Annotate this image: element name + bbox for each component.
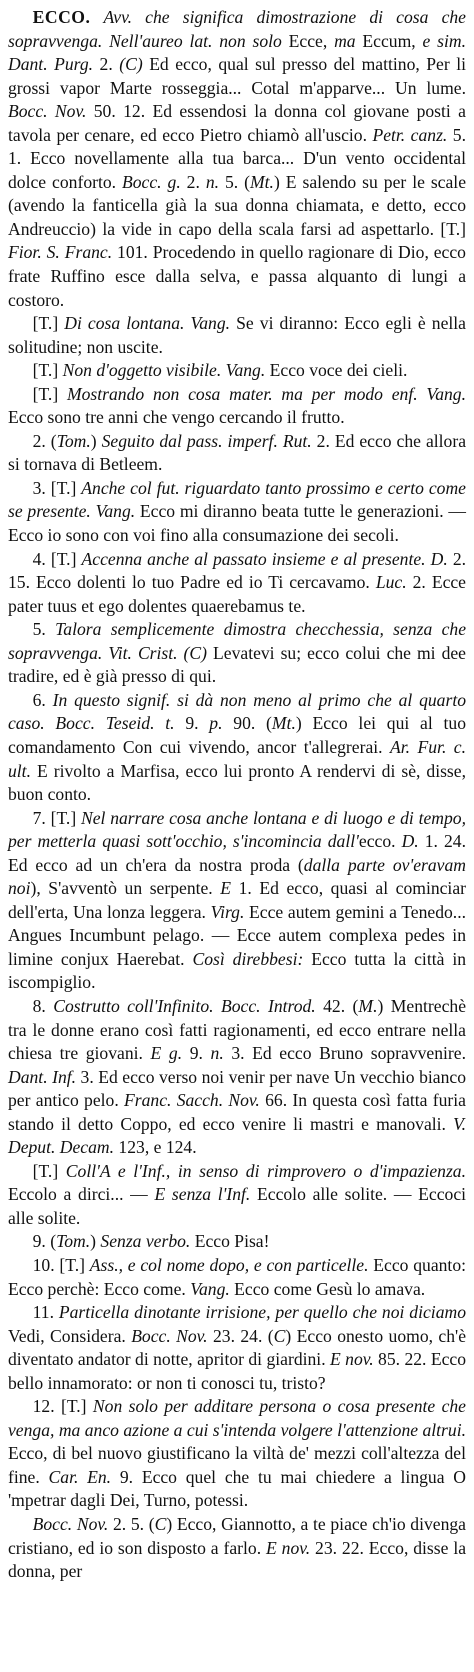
text-segment: ) Mentrechè tra le donne erano così fatti ragionamenti, ed ecco entrare nella chiesa tre giovani. — [8, 995, 466, 1064]
entry-paragraph — [8, 477, 466, 548]
text-segment: ) Ecco, Giannotto, a te piace ch'io divenga cristiano, ed io son disposto a farlo. — [8, 1514, 466, 1558]
italic-segment: (C) — [119, 54, 143, 75]
italic-segment: Talora semplicemente dimostra checchessia, senza che sopravvenga. Vit. Crist. (C) — [8, 619, 466, 663]
italic-segment: Di cosa lontana. Vang. — [64, 313, 231, 334]
italic-segment: Mt. — [250, 171, 274, 192]
text-segment: 9. ( — [32, 1231, 57, 1252]
italic-segment: E — [220, 878, 232, 899]
text-segment: [T.] — [32, 313, 65, 334]
text-segment: Ecco sono tre anni che vengo cercando il frutto. — [8, 407, 345, 428]
text-segment: 1. Ed ecco, quasi al cominciar dell'erta, Una lonza leggera. — [8, 878, 466, 922]
italic-segment: p. — [209, 713, 223, 734]
entry-paragraph — [8, 430, 466, 477]
italic-segment: Tom. — [56, 430, 91, 451]
italic-segment: Mostrando non cosa mater. ma per modo enf. Vang. — [66, 383, 466, 404]
text-segment: 50. 12. Ed essendosi la donna col giovane posti a tavola per cenare, ed ecco Pietro chiamò all'uscio. — [8, 101, 466, 145]
text-segment: Ecco voce dei cieli. — [265, 360, 408, 381]
italic-segment: ma — [334, 30, 356, 51]
text-segment: 3. Ed ecco verso noi venir per nave Un vecchio bianco per antico pelo. — [8, 1066, 466, 1111]
text-segment: 85. 22. Ecco bello innamorato: or non ti conosci tu, tristo? — [8, 1349, 467, 1393]
entry-paragraph — [8, 807, 466, 995]
text-segment: 4. [T.] — [32, 548, 82, 569]
text-segment: Ed ecco, qual sul presso del mattino, Per li grossi vapor Marte rosseggia... Cotal m'apparve... Un lume. — [8, 54, 467, 98]
italic-segment: Così direbbesi: — [192, 948, 304, 969]
italic-segment: Mt. — [271, 713, 296, 734]
italic-segment: e sim. Dant. Purg. — [8, 30, 467, 75]
text-segment: ) E salendo su per le scale (avendo la fanticella già la sua donna chiamata, e detto, ecco Andreuccio) la vide in capo della scala farsi ad aspettarlo. [T.] — [8, 171, 467, 239]
text-segment: Eccum, — [355, 30, 423, 51]
text-segment: 42. ( — [315, 995, 359, 1016]
text-segment: 5. 1. Ecco novellamente alla tua barca... D'un vento occidental dolce conforto. — [8, 124, 466, 192]
text-segment: 101. Procedendo in quello ragionare di Dio, ecco frate Ruffino esce dalla selva, e passa alquanto di lungi a costoro. — [8, 242, 466, 310]
italic-segment: E senza l'Inf. — [154, 1184, 251, 1205]
italic-segment: Coll'A e l'Inf., in senso di rimprovero o d'impazienza. — [65, 1160, 466, 1181]
italic-segment: Avv. che significa dimostrazione di cosa che sopravvenga. Nell'aureo lat. non solo — [8, 7, 466, 51]
italic-segment: Car. En. — [48, 1466, 112, 1487]
text-segment: 1. 24. Ed ecco ad un ch'era da nostra proda ( — [8, 831, 466, 875]
text-segment: E rivolto a Marfisa, ecco lui pronto A rendervi di sè, disse, buon conto. — [8, 760, 466, 805]
italic-segment: dalla parte ov'eravam noi — [8, 854, 466, 899]
entry-paragraph — [8, 1230, 466, 1254]
italic-segment: Senza verbo. — [100, 1231, 191, 1252]
text-segment: 7. [T.] — [32, 807, 81, 828]
italic-segment: Bocc. g. — [122, 171, 181, 192]
entry-paragraph — [8, 1513, 466, 1584]
text-segment: 23. 22. Ecco, disse la donna, per — [8, 1537, 467, 1582]
text-segment: ) — [90, 430, 102, 451]
italic-segment: E nov. — [330, 1349, 374, 1370]
entry-paragraph — [8, 1254, 466, 1301]
italic-segment: Accenna anche al passato insieme e al presente. D. — [81, 548, 448, 569]
text-segment: Ecco come Gesù lo amava. — [229, 1278, 426, 1299]
italic-segment: E g. — [150, 1043, 183, 1064]
entry-paragraph — [8, 618, 466, 689]
italic-segment: Ass., e col nome dopo, e con particelle. — [89, 1254, 369, 1275]
text-segment: Eccolo alle solite. — Eccoci alle solite. — [8, 1184, 467, 1228]
entry-paragraph — [8, 359, 466, 383]
text-segment: 6. — [32, 689, 53, 710]
text-segment: 2. 15. Ecco dolenti lo tuo Padre ed io Ti cercavamo. — [8, 548, 467, 593]
italic-segment: n. — [205, 171, 220, 192]
text-segment: 11. — [32, 1302, 59, 1323]
entry-paragraph — [8, 383, 466, 430]
entry-paragraph — [8, 548, 466, 619]
text-segment: 3. [T.] — [32, 477, 82, 498]
italic-segment: Petr. canz. — [372, 124, 448, 145]
text-segment: 2. Ed ecco che allora si tornava di Betleem. — [8, 430, 467, 475]
text-segment: 2. ( — [32, 430, 57, 451]
text-segment: Eccolo a dirci... — — [8, 1184, 155, 1205]
italic-segment: C — [154, 1514, 167, 1534]
text-segment: 9. — [182, 1043, 211, 1064]
text-segment: 9. — [174, 713, 210, 734]
italic-segment: In questo signif. si dà non meno al primo che al quarto caso. Bocc. Teseid. t. — [8, 689, 467, 734]
text-segment: 9. Ecco quel che tu mai chiedere a lingua O 'mpetrar dagli Dei, Turno, potessi. — [8, 1466, 466, 1511]
text-segment: 23. 24. ( — [207, 1325, 274, 1346]
text-segment: Ecco quanto: Ecco perchè: Ecco come. — [8, 1254, 466, 1299]
text-segment: Ecco Pisa! — [190, 1231, 270, 1252]
text-segment: ) Ecco lei qui al tuo comandamento Con cui vivendo, ancor t'allegrerai. — [8, 713, 466, 757]
text-segment: 2. Ecce pater tuus et ego dolentes quaerebamus te. — [8, 572, 466, 616]
entry-paragraph — [8, 1395, 466, 1513]
italic-segment: Non solo per additare persona o cosa presente che venga, ma anco azione a cui s'intenda volgere l'attenzione altrui. — [8, 1396, 466, 1440]
text-segment: 5. — [32, 619, 56, 640]
text-segment: Ecce autem gemini a Tenedo... Angues Incumbunt pelago. — Ecce autem complexa pedes in limine conjux Haerebat. — [8, 901, 466, 969]
italic-segment: n. — [210, 1043, 224, 1064]
text-segment: ) Ecco onesto uomo, ch'è diventato andator di notte, apritor di giardini. — [8, 1325, 466, 1370]
dictionary-entry-ecco — [8, 6, 466, 1584]
text-segment: 5. ( — [219, 171, 251, 192]
text-segment: Ecco mi diranno beata tutte le generazioni. — Ecco io sono con voi fino alla consumazione dei secoli. — [8, 501, 467, 546]
italic-segment: Ar. Fur. c. ult. — [8, 736, 466, 781]
italic-segment: Dant. Inf. — [8, 1066, 77, 1087]
italic-segment: C — [273, 1325, 286, 1346]
text-segment: Ecco, di bel nuovo giustificano la viltà de' mezzi coll'altezza del fine. — [8, 1443, 466, 1487]
text-segment: 10. [T.] — [32, 1254, 90, 1275]
italic-segment: D. — [401, 831, 419, 852]
text-segment: 2. 5. ( — [108, 1514, 155, 1534]
italic-segment: E nov. — [266, 1537, 311, 1558]
text-segment: 3. Ed ecco Bruno sopravvenire. — [223, 1043, 466, 1064]
text-segment: 2. — [180, 171, 206, 192]
italic-segment: Luc. — [375, 572, 407, 593]
text-segment: Se vi diranno: Ecco egli è nella solitudine; non uscite. — [8, 313, 466, 357]
text-segment: 123, e 124. — [114, 1137, 197, 1158]
entry-paragraph — [8, 6, 466, 312]
entry-paragraph — [8, 312, 466, 359]
text-segment: 2. — [93, 54, 120, 75]
italic-segment: Fior. S. Franc. — [8, 242, 113, 263]
italic-segment: M. — [358, 995, 378, 1016]
text-segment: [T.] — [32, 360, 63, 381]
entry-paragraph — [8, 689, 466, 807]
italic-segment: Anche col fut. riguardato tanto prossimo e certo come se presente. Vang. — [8, 477, 466, 522]
text-segment: Levatevi su; ecco colui che mi dee tradire, ed è già presso di qui. — [8, 642, 466, 687]
text-segment: [T.] — [32, 1160, 66, 1181]
italic-segment: Virg. — [210, 901, 245, 922]
italic-segment: Bocc. Nov. — [131, 1325, 208, 1346]
italic-segment: Tom. — [56, 1231, 91, 1252]
italic-segment: V. Deput. Decam. — [8, 1113, 466, 1158]
entry-paragraph — [8, 1301, 466, 1395]
italic-segment: Seguito dal pass. imperf. Rut. — [101, 430, 312, 451]
italic-segment: Bocc. Nov. — [8, 101, 87, 122]
headword: ECCO. — [32, 7, 91, 27]
italic-segment: Vang. — [190, 1278, 230, 1299]
entry-paragraph — [8, 995, 466, 1160]
entry-paragraph-body — [8, 7, 466, 310]
text-segment: ), S'avventò un serpente. — [30, 878, 221, 899]
text-segment: 8. — [32, 995, 54, 1016]
text-segment: ecco. — [358, 831, 402, 852]
italic-segment: Franc. Sacch. Nov. — [124, 1090, 260, 1111]
text-segment: 66. In questa così fatta furia stando il detto Coppo, ed ecco venire li mastri e manovali. — [8, 1090, 466, 1134]
text-segment: ) — [90, 1231, 101, 1252]
text-segment: [T.] — [32, 383, 67, 404]
italic-segment: Non d'oggetto visibile. Vang. — [62, 360, 266, 381]
text-segment: Ecce, — [281, 30, 335, 51]
text-segment: 90. ( — [222, 713, 272, 734]
text-segment: Ecco tutta la città in iscompiglio. — [8, 948, 467, 993]
italic-segment: Nel narrare cosa anche lontana e di luogo e di tempo, per metterla quasi sott'occhio, s'incomincia dall' — [8, 807, 466, 852]
italic-segment: Bocc. Nov. — [32, 1514, 109, 1534]
text-segment: Vedi, Considera. — [8, 1325, 132, 1346]
italic-segment: Costrutto coll'Infinito. Bocc. Introd. — [53, 995, 316, 1016]
text-segment: 12. [T.] — [32, 1396, 93, 1417]
italic-segment: Particella dinotante irrisione, per quello che noi diciamo — [58, 1302, 466, 1323]
entry-paragraph — [8, 1160, 466, 1231]
